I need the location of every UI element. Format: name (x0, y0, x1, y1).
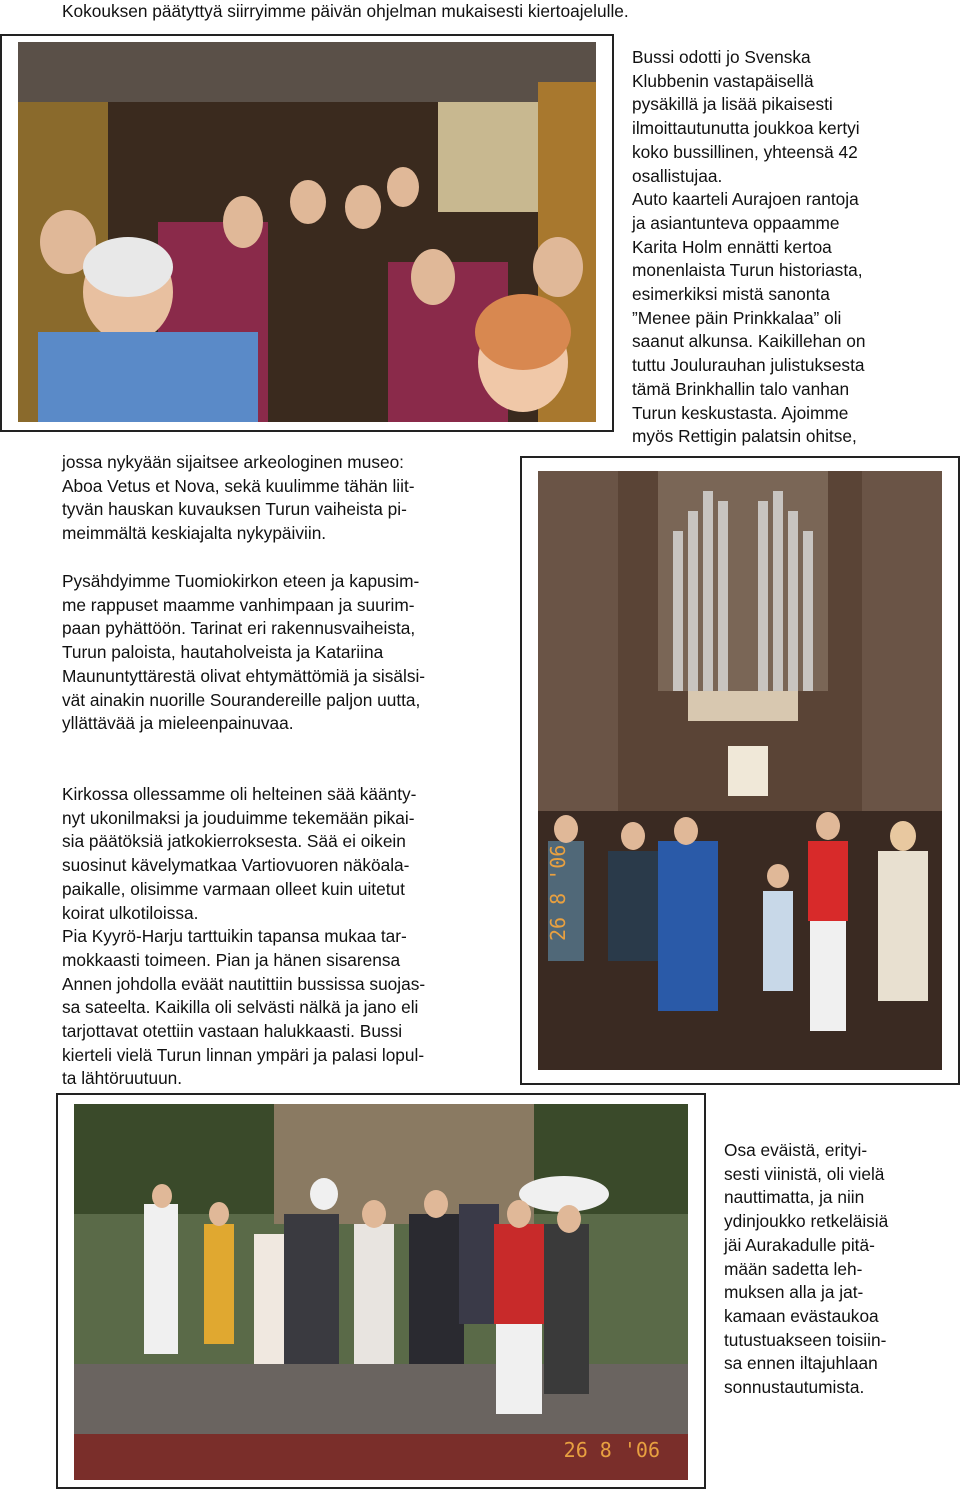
snacks-paragraph: Osa eväistä, erityi- sesti viinistä, oli vielä nauttimatta, ja niin ydinjoukko retkeläisiä jäi Aurakadulle pitä- mään sadetta leh- muksen alla ja jat- kamaan evästaukoa tutustuakseen toisiin- sa ennen iltajuhlaan sonnustautumista. (724, 1140, 889, 1398)
cathedral-date-stamp: 26 8 '06 (546, 844, 570, 941)
street-date-stamp: 26 8 '06 (563, 1438, 660, 1462)
intro-text: Kokouksen päätyttyä siirryimme päivän ohjelman mukaisesti kiertoajelulle. (62, 1, 629, 21)
street-group-photo (74, 1104, 688, 1480)
cathedral-interior-photo (538, 471, 942, 1070)
museum-paragraph: jossa nykyään sijaitsee arkeologinen museo: Aboa Vetus et Nova, sekä kuulimme tähän liit- tyvän hauskan kuvauksen Turun vaiheista pi- meimmältä keskiajalta nykypäiviin. (62, 452, 415, 544)
bus-interior-photo (18, 42, 596, 422)
bus-paragraph: Bussi odotti jo Svenska Klubbenin vastapäisellä pysäkillä ja lisää pikaisesti ilmoittautunutta joukkoa kertyi koko bussillinen, yhteensä 42 osallistujaa. Auto kaarteli Aurajoen rantoja ja asiantunteva oppaamme Karita Holm ennätti kertoa monenlaista Turun historiasta, esimerkiksi mistä sanonta ”Menee päin Prinkkalaa” oli saanut alkunsa. Kaikillehan on tuttu Joulurauhan julistuksesta tämä Brinkhallin talo vanhan Turun keskustasta. Ajoimme myös Rettigin palatsin ohitse, (632, 47, 866, 447)
weather-paragraph: Kirkossa ollessamme oli helteinen sää käänty- nyt ukonilmaksi ja jouduimme tekemään pikai- sia päätöksiä jatkokierroksesta. Sää ei oikein suosinut kävelymatkaa Vartiovuoren näköala- paikalle, olisimme varmaan olleet kuin uitetut koirat ulkotiloissa. Pia Kyyrö-Harju tarttuikin tapansa mukaa tar- mokkaasti toimeen. Pian ja hänen sisarensa Annen johdolla eväät nautittiin bussissa suojas- sa sateelta. Kaikilla oli selvästi nälkä ja jano eli tarjottavat otettiin vastaan halukkaasti. Bussi kierteli vielä Turun linnan ympäri ja palasi lopul- ta lähtöruutuun. (62, 784, 426, 1089)
cathedral-paragraph: Pysähdyimme Tuomiokirkon eteen ja kapusim- me rappuset maamme vanhimpaan ja suurim- paan pyhättöön. Tarinat eri rakennusvaiheista, Turun paloista, hautaholveista ja Katariina Maununtyttärestä olivat ehtymättömiä ja sisälsi- vät ainakin nuorille Sourandereille paljon uutta, yllättävää ja mieleenpainuvaa. (62, 571, 426, 734)
